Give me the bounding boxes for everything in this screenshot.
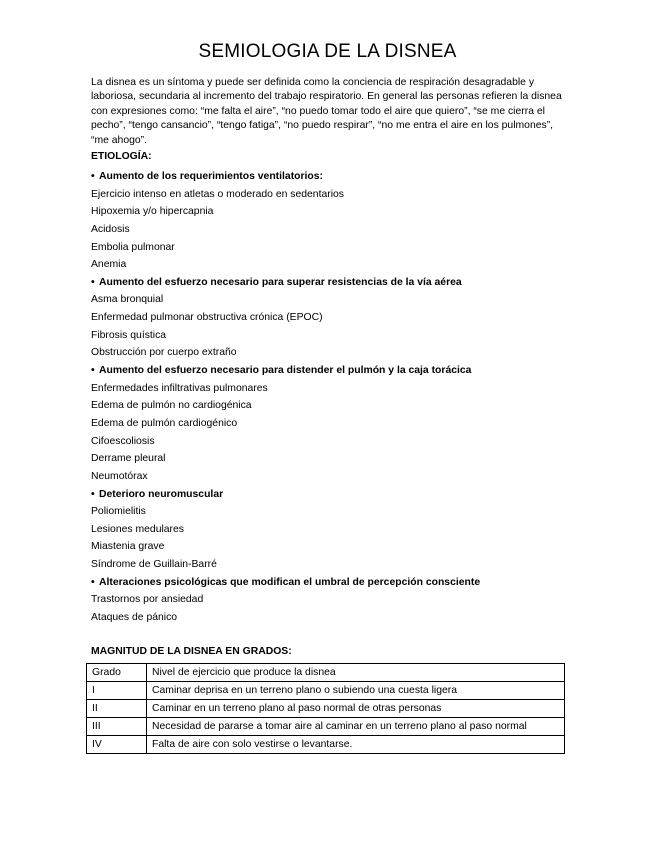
list-item: Asma bronquial [91,294,164,306]
etiology-list [91,168,591,627]
list-item: Enfermedades infiltrativas pulmonares [91,382,268,394]
intro-paragraph: La disnea es un síntoma y puede ser definida como la conciencia de respiración desagradable y laboriosa, secundaria al incremento del trabajo respiratorio. En general las personas refieren la disnea con expresiones como: “me falta el aire”, “no puedo tomar todo el aire que quiero”, “se me cierra el pecho”, “tengo cansancio”, “tengo fatiga”, “no puedo respirar”, “no me entra el aire en los pulmones”, “me ahogo”. [91,77,562,146]
group-heading: • Aumento de los requerimientos ventilatorios: [91,168,591,186]
table-cell: Caminar deprisa en un terreno plano o subiendo una cuesta ligera [147,682,565,700]
list-item: Hipoxemia y/o hipercapnia [91,206,214,218]
list-item: Anemia [91,259,127,271]
table-header-cell: Grado [87,664,147,682]
table-header-cell: Nivel de ejercicio que produce la disnea [147,664,565,682]
list-item: Poliomielitis [91,506,146,518]
table-row [87,700,565,718]
group-heading: • Aumento del esfuerzo necesario para superar resistencias de la vía aérea [91,274,591,292]
page-title: SEMIOLOGIA DE LA DISNEA [198,41,457,62]
table-row [87,718,565,736]
magnitud-heading: MAGNITUD DE LA DISNEA EN GRADOS: [91,646,292,657]
group-heading: • Alteraciones psicológicas que modifican el umbral de percepción consciente [91,574,591,592]
list-item: Fibrosis quística [91,329,167,341]
list-item: Derrame pleural [91,453,166,465]
list-item: Neumotórax [91,470,148,482]
list-item: Edema de pulmón no cardiogénica [91,400,252,412]
bullet-icon: • [91,276,95,288]
list-item: Enfermedad pulmonar obstructiva crónica (EPOC) [91,312,323,324]
bullet-icon: • [91,171,95,182]
list-item: Miastenia grave [91,541,165,553]
list-item: Ataques de pánico [91,612,178,624]
list-item: Síndrome de Guillain-Barré [91,559,217,571]
list-item: Trastornos por ansiedad [91,594,204,606]
table-cell: Caminar en un terreno plano al paso normal de otras personas [147,700,565,718]
table-cell: I [87,682,147,700]
table-cell: IV [87,736,147,754]
group-heading: • Aumento del esfuerzo necesario para distender el pulmón y la caja torácica [91,362,591,380]
list-item: Acidosis [91,223,130,235]
grades-table [86,663,565,754]
list-item: Obstrucción por cuerpo extraño [91,347,237,359]
bullet-icon: • [91,488,95,500]
table-cell: III [87,718,147,736]
list-item: Embolia pulmonar [91,241,175,253]
bullet-icon: • [91,576,95,588]
table-cell: Necesidad de pararse a tomar aire al caminar en un terreno plano al paso normal [147,718,565,736]
table-header-row [87,664,565,682]
list-item: Lesiones medulares [91,523,184,535]
bullet-icon: • [91,365,95,377]
table-cell: II [87,700,147,718]
list-item: Edema de pulmón cardiogénico [91,417,238,429]
table-cell: Falta de aire con solo vestirse o levantarse. [147,736,565,754]
list-item: Cifoescoliosis [91,435,155,447]
table-row [87,736,565,754]
etiologia-heading: ETIOLOGÍA: [91,151,152,162]
group-heading: • Deterioro neuromuscular [91,486,591,504]
table-row [87,682,565,700]
list-item: Ejercicio intenso en atletas o moderado en sedentarios [91,188,344,200]
